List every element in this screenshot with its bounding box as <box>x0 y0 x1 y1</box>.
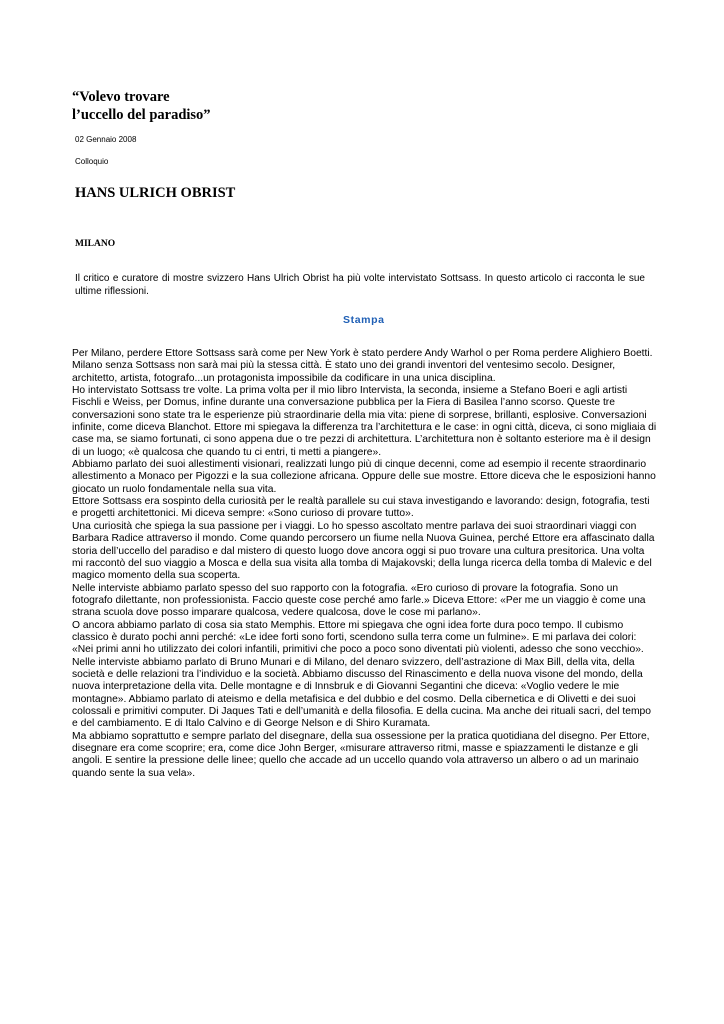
print-link[interactable]: Stampa <box>343 314 385 326</box>
body-paragraph: Ettore Sottsass era sospinto della curiosità per le realtà parallele su cui stava investigando e lavorando: design, fotografia, testi e progetti architettonici. Mi diceva sempre: «Sono curioso di provare tutto». <box>72 496 650 520</box>
article-place: MILANO <box>75 239 116 249</box>
article-body <box>72 348 657 780</box>
body-paragraph: Per Milano, perdere Ettore Sottsass sarà come per New York è stato perdere Andy Warhol o per Roma perdere Alighiero Boetti. Milano senza Sottsass non sarà mai più la stessa città. È stato uno dei grandi inventori del ventesimo secolo. Designer, architetto, artista, fotografo...un protagonista impossibile da codificare in una unica disciplina. <box>72 348 653 384</box>
article-author: HANS ULRICH OBRIST <box>75 185 236 201</box>
body-paragraph: Ho intervistato Sottsass tre volte. La prima volta per il mio libro Intervista, la seconda, insieme a Stefano Boeri e agli artisti Fischli e Weiss, per Domus, infine durante una conversazione pubblica per la Fiera di Basilea l’anno scorso. Queste tre conversazioni sono state tra le esperienze più straordinarie della mia vita: piene di sorprese, brillanti, esplosive. Conversazioni infinite, come diceva Blanchot. Ettore mi spiegava la differenza tra l’architettura e le case: in ogni città, diceva, ci sono migliaia di case ma, se siamo fortunati, ci sono appena due o tre pezzi di architettura. L’architettura non è soltanto esteriore ma è il design di un luogo; «è qualcosa che quando tu ci entri, ti metti a piangere». <box>72 385 657 458</box>
article-title <box>72 88 372 124</box>
article-title-line-2: l’uccello del paradiso” <box>72 107 211 123</box>
body-paragraph: O ancora abbiamo parlato di cosa sia stato Memphis. Ettore mi spiegava che ogni idea forte dura poco tempo. Il cubismo classico è durato pochi anni perché: «Le idee forti sono forti, scendono sulla terra come un fulmine». E mi parlava dei colori: «Nei primi anni ho utilizzato dei colori infantili, primitivi che poco a poco sono diventati più violenti, adesso che sono vecchio». <box>72 619 644 656</box>
body-paragraph: Abbiamo parlato dei suoi allestimenti visionari, realizzati lungo più di cinque decenni, come ad esempio il recente straordinario allestimento a Monaco per Pigozzi e la sua collezione africana. Oppure delle sue mostre. Ettore diceva che le esposizioni hanno giocato un ruolo fondamentale nella sua vita. <box>72 459 656 495</box>
body-paragraph: Nelle interviste abbiamo parlato di Bruno Munari e di Milano, del denaro svizzero, dell’astrazione di Max Bill, della vita, della società e delle relazioni tra l’individuo e la società. Abbiamo discusso del Rinascimento e della nuova visone del mondo, della nuova interpretazione della vita. Delle montagne e di Innsbruk e di Giovanni Segantini che diceva: «Voglio vedere le mie montagne». Abbiamo parlato di ateismo e della metafisica e del dubbio e del cosmo. Della cibernetica e di Olivetti e dei suoi colossali e primitivi computer. Di Jaques Tati e dell’umanità e della filosofia. E della cucina. Ma anche dei rituali sacri, del tempo e del cambiamento. E di Italo Calvino e di George Nelson e di Shiro Kuramata. <box>72 656 652 730</box>
article-date: 02 Gennaio 2008 <box>75 135 137 144</box>
article-title-line-1: “Volevo trovare <box>72 89 170 105</box>
body-paragraph: Ma abbiamo soprattutto e sempre parlato del disegnare, della sua ossessione per la pratica quotidiana del disegno. Per Ettore, disegnare era come scoprire; era, come dice John Berger, «misurare attraverso ritmi, masse e spiazzamenti le distanze e gli angoli. E sentire la pressione delle linee; quello che accade ad un uccello quando vola attraverso un albero o ad un marinaio quando sente la sua vela». <box>72 730 650 779</box>
article-section: Colloquio <box>75 157 109 166</box>
article-intro: Il critico e curatore di mostre svizzero Hans Ulrich Obrist ha più volte intervistato Sottsass. In questo articolo ci racconta le sue ultime riflessioni. <box>75 273 645 297</box>
body-paragraph: Una curiosità che spiega la sua passione per i viaggi. Lo ho spesso ascoltato mentre parlava dei suoi straordinari viaggi con Barbara Radice attraverso il mondo. Come quando percorsero un fiume nella Nuova Guinea, perché Ettore era affascinato dalla storia dell’uccello del paradiso e dal mistero di questo luogo dove ancora oggi si puo trovare una cultura presitorica. Una volta mi raccontò del suo viaggio a Mosca e della sua visita alla tomba di Majakovski; della lunga ricerca della tomba di Malevic e del magico momento della sua scoperta. <box>72 520 655 582</box>
body-paragraph: Nelle interviste abbiamo parlato spesso del suo rapporto con la fotografia. «Ero curioso di provare la fotografia. Sono un fotografo dilettante, non professionista. Faccio queste cose perché amo farle.» Diceva Ettore: «Per me un viaggio è come una strana scuola dove posso imparare qualcosa, vedere qualcosa, dove le cose mi parlano». <box>72 582 646 619</box>
